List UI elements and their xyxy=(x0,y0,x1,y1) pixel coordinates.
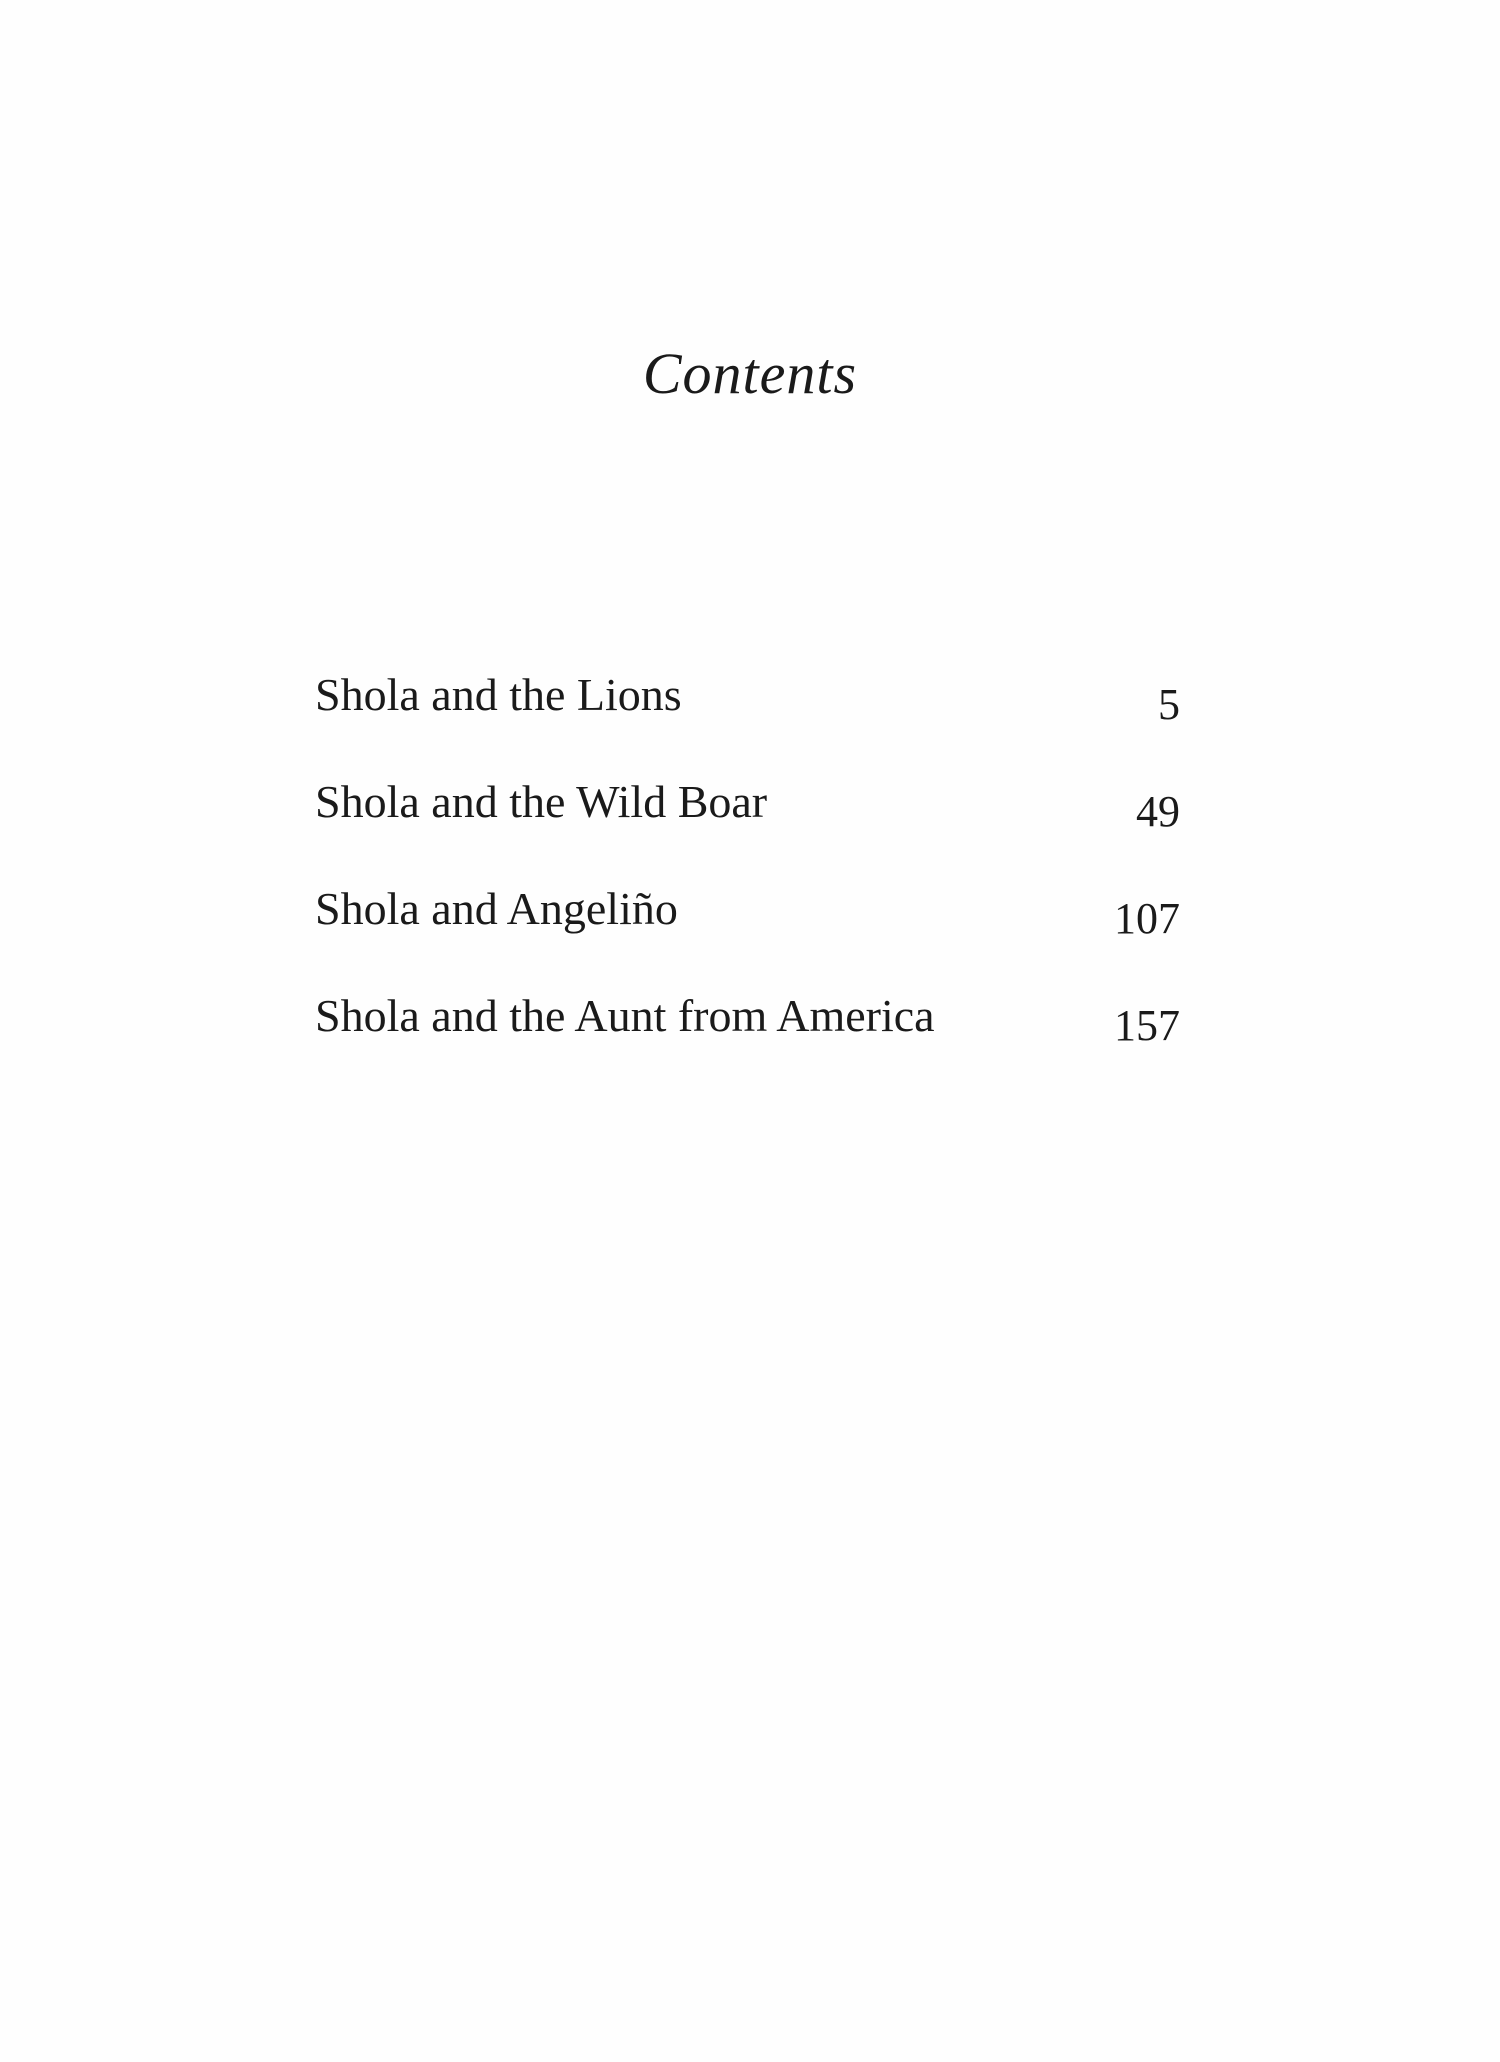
toc-entry-page-number: 5 xyxy=(1158,680,1180,729)
table-of-contents xyxy=(315,660,1180,1088)
toc-entry-title: Shola and Angeliño xyxy=(315,883,678,934)
toc-entry xyxy=(315,767,1180,874)
toc-entry xyxy=(315,660,1180,767)
toc-entry-page-number: 107 xyxy=(1114,894,1180,943)
toc-entry-page-number: 157 xyxy=(1114,1001,1180,1050)
toc-entry-title: Shola and the Lions xyxy=(315,669,682,720)
toc-entry-title: Shola and the Aunt from America xyxy=(315,990,935,1041)
toc-entry-page-number: 49 xyxy=(1136,787,1180,836)
page-title: Contents xyxy=(642,341,858,406)
toc-entry-title: Shola and the Wild Boar xyxy=(315,776,768,827)
toc-entry xyxy=(315,874,1180,981)
toc-entry xyxy=(315,981,1180,1088)
